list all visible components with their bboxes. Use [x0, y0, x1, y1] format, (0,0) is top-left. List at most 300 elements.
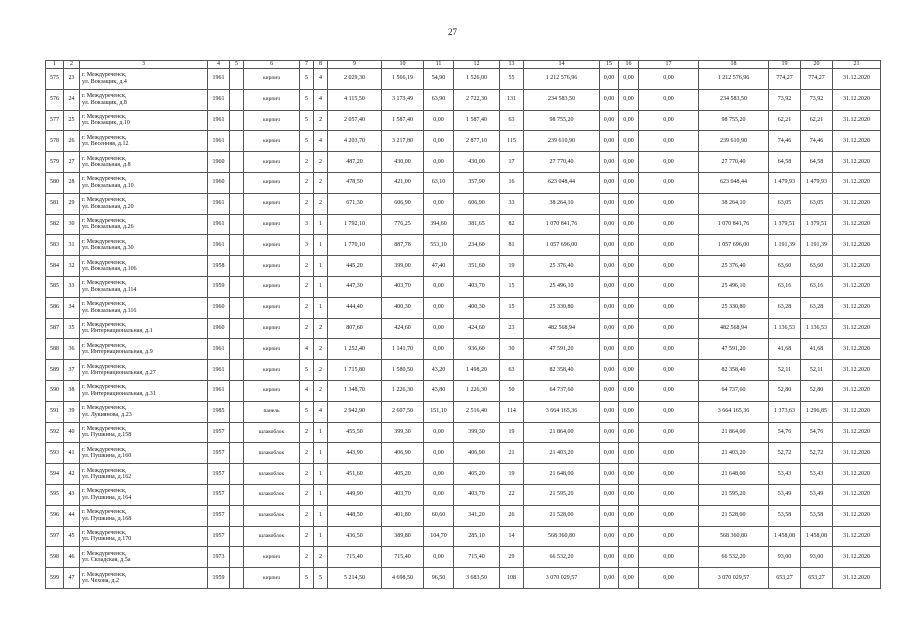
area-nonliving-cell: 394,60: [424, 214, 454, 235]
col-16-cell: 0,00: [619, 526, 639, 547]
area-col-12-cell: 430,00: [454, 152, 500, 173]
col-19-cell: 63,60: [769, 256, 801, 277]
col-5-cell: [230, 297, 244, 318]
address-line-1: г. Междуреченск,: [82, 238, 127, 245]
table-row: [46, 193, 881, 214]
col-19-cell: 41,68: [769, 339, 801, 360]
residents-cell: 17: [500, 152, 524, 173]
col-17-cell: 0,00: [639, 464, 699, 485]
address-line-1: г. Междуреченск,: [82, 155, 127, 162]
deadline-cell: 31.12.2020: [833, 547, 881, 568]
row-number-cell: 592: [46, 422, 64, 443]
col-header: 9: [328, 61, 382, 69]
address-line-1: г. Междуреченск,: [82, 259, 127, 266]
cost-total-cell: 21 648,00: [524, 464, 600, 485]
address-line-1: г. Междуреченск,: [82, 197, 127, 204]
col-17-cell: 0,00: [639, 152, 699, 173]
col-20-cell: 63,05: [801, 193, 833, 214]
cost-total-cell: 623 048,44: [524, 172, 600, 193]
col-15-cell: 0,00: [600, 214, 619, 235]
entrances-cell: 4: [314, 131, 328, 152]
deadline-cell: 31.12.2020: [833, 380, 881, 401]
area-total-cell: 671,30: [328, 193, 382, 214]
residents-cell: 63: [500, 110, 524, 131]
col-16-cell: 0,00: [619, 339, 639, 360]
col-19-cell: 52,11: [769, 360, 801, 381]
area-living-cell: 430,00: [382, 152, 424, 173]
area-total-cell: 1 792,10: [328, 214, 382, 235]
residents-cell: 63: [500, 360, 524, 381]
col-16-cell: 0,00: [619, 318, 639, 339]
floors-cell: 2: [300, 505, 314, 526]
area-living-cell: 399,30: [382, 422, 424, 443]
col-19-cell: 63,16: [769, 276, 801, 297]
cost-total-cell: 1 212 576,96: [524, 69, 600, 90]
col-header: 21: [833, 61, 881, 69]
area-total-cell: 444,40: [328, 297, 382, 318]
col-18-cell: 21 403,20: [699, 443, 769, 464]
wall-material-cell: шлакоблок: [244, 443, 300, 464]
floors-cell: 2: [300, 464, 314, 485]
residents-cell: 14: [500, 526, 524, 547]
area-nonliving-cell: 0,00: [424, 339, 454, 360]
col-18-cell: 66 532,20: [699, 547, 769, 568]
col-16-cell: 0,00: [619, 360, 639, 381]
address-cell: [80, 526, 208, 547]
area-living-cell: 3 217,80: [382, 131, 424, 152]
area-living-cell: 4 698,50: [382, 568, 424, 589]
address-cell: [80, 318, 208, 339]
address-line-2: ул. Вокзальная, д.8: [82, 162, 131, 169]
col-20-cell: 93,00: [801, 547, 833, 568]
entrances-cell: 1: [314, 297, 328, 318]
wall-material-cell: кирпич: [244, 276, 300, 297]
col-16-cell: 0,00: [619, 131, 639, 152]
area-nonliving-cell: 0,00: [424, 484, 454, 505]
deadline-cell: 31.12.2020: [833, 505, 881, 526]
address-cell: [80, 172, 208, 193]
address-line-1: г. Междуреченск,: [82, 529, 127, 536]
area-nonliving-cell: 0,00: [424, 193, 454, 214]
wall-material-cell: кирпич: [244, 380, 300, 401]
cost-total-cell: 1 057 696,00: [524, 235, 600, 256]
deadline-cell: 31.12.2020: [833, 256, 881, 277]
entrances-cell: 4: [314, 401, 328, 422]
col-16-cell: 0,00: [619, 422, 639, 443]
address-line-1: г. Междуреченск,: [82, 321, 127, 328]
wall-material-cell: шлакоблок: [244, 505, 300, 526]
item-number-cell: 32: [64, 256, 80, 277]
deadline-cell: 31.12.2020: [833, 464, 881, 485]
col-19-cell: 74,46: [769, 131, 801, 152]
floors-cell: 2: [300, 526, 314, 547]
col-18-cell: 64 737,60: [699, 380, 769, 401]
deadline-cell: 31.12.2020: [833, 110, 881, 131]
area-total-cell: 487,20: [328, 152, 382, 173]
col-5-cell: [230, 69, 244, 90]
entrances-cell: 2: [314, 110, 328, 131]
area-nonliving-cell: 0,00: [424, 131, 454, 152]
table-row: [46, 422, 881, 443]
address-line-2: ул. Весенняя, д.12: [82, 141, 129, 148]
col-header: 20: [801, 61, 833, 69]
entrances-cell: 2: [314, 193, 328, 214]
col-5-cell: [230, 152, 244, 173]
area-total-cell: 4 203,70: [328, 131, 382, 152]
col-17-cell: 0,00: [639, 256, 699, 277]
col-15-cell: 0,00: [600, 568, 619, 589]
cost-total-cell: 82 358,40: [524, 360, 600, 381]
col-18-cell: 25 330,80: [699, 297, 769, 318]
year-built-cell: 1961: [208, 193, 230, 214]
floors-cell: 2: [300, 318, 314, 339]
entrances-cell: 2: [314, 318, 328, 339]
address-line-2: ул. Интернациональная, д.1: [82, 328, 153, 335]
residents-cell: 15: [500, 297, 524, 318]
year-built-cell: 1957: [208, 484, 230, 505]
cost-total-cell: 568 360,80: [524, 526, 600, 547]
area-col-12-cell: 1 587,40: [454, 110, 500, 131]
area-nonliving-cell: 0,00: [424, 297, 454, 318]
year-built-cell: 1959: [208, 568, 230, 589]
address-line-2: ул. Лукиянова, д.23: [82, 411, 132, 418]
row-number-cell: 590: [46, 380, 64, 401]
cost-total-cell: 66 532,20: [524, 547, 600, 568]
col-18-cell: 1 212 576,96: [699, 69, 769, 90]
col-18-cell: 482 568,94: [699, 318, 769, 339]
floors-cell: 2: [300, 256, 314, 277]
col-20-cell: 1 136,53: [801, 318, 833, 339]
col-17-cell: 0,00: [639, 276, 699, 297]
address-cell: [80, 505, 208, 526]
wall-material-cell: кирпич: [244, 318, 300, 339]
residents-cell: 33: [500, 193, 524, 214]
address-cell: [80, 568, 208, 589]
col-18-cell: 21 648,00: [699, 464, 769, 485]
year-built-cell: 1957: [208, 422, 230, 443]
wall-material-cell: кирпич: [244, 89, 300, 110]
table-row: [46, 152, 881, 173]
col-header: 1: [46, 61, 64, 69]
address-line-1: г. Междуреченск,: [82, 405, 127, 412]
address-line-2: ул. Вокзальная, д.10: [82, 182, 134, 189]
area-total-cell: 807,60: [328, 318, 382, 339]
address-cell: [80, 380, 208, 401]
area-col-12-cell: 606,90: [454, 193, 500, 214]
col-15-cell: 0,00: [600, 401, 619, 422]
col-20-cell: 1 458,08: [801, 526, 833, 547]
deadline-cell: 31.12.2020: [833, 526, 881, 547]
area-living-cell: 2 607,50: [382, 401, 424, 422]
entrances-cell: 2: [314, 339, 328, 360]
col-header: 3: [80, 61, 208, 69]
col-header: 7: [300, 61, 314, 69]
floors-cell: 5: [300, 89, 314, 110]
col-19-cell: 63,05: [769, 193, 801, 214]
address-line-1: г. Междуреченск,: [82, 217, 127, 224]
area-living-cell: 421,00: [382, 172, 424, 193]
col-16-cell: 0,00: [619, 443, 639, 464]
floors-cell: 5: [300, 360, 314, 381]
year-built-cell: 1985: [208, 401, 230, 422]
residents-cell: 114: [500, 401, 524, 422]
deadline-cell: 31.12.2020: [833, 235, 881, 256]
col-20-cell: 1 479,93: [801, 172, 833, 193]
address-cell: [80, 276, 208, 297]
col-5-cell: [230, 547, 244, 568]
address-line-2: ул. Вокзащик, д.10: [82, 120, 130, 127]
area-total-cell: 447,30: [328, 276, 382, 297]
area-col-12-cell: 715,40: [454, 547, 500, 568]
deadline-cell: 31.12.2020: [833, 297, 881, 318]
col-16-cell: 0,00: [619, 547, 639, 568]
table-row: [46, 131, 881, 152]
area-total-cell: 478,50: [328, 172, 382, 193]
area-nonliving-cell: 60,60: [424, 505, 454, 526]
col-17-cell: 0,00: [639, 318, 699, 339]
address-line-1: г. Междуреченск,: [82, 113, 127, 120]
area-nonliving-cell: 0,00: [424, 443, 454, 464]
floors-cell: 2: [300, 547, 314, 568]
floors-cell: 2: [300, 422, 314, 443]
col-17-cell: 0,00: [639, 297, 699, 318]
residents-cell: 30: [500, 339, 524, 360]
col-15-cell: 0,00: [600, 505, 619, 526]
area-living-cell: 3 173,49: [382, 89, 424, 110]
area-nonliving-cell: 0,00: [424, 276, 454, 297]
col-header: 17: [639, 61, 699, 69]
table-row: [46, 484, 881, 505]
year-built-cell: 1961: [208, 89, 230, 110]
col-17-cell: 0,00: [639, 193, 699, 214]
area-total-cell: 451,60: [328, 464, 382, 485]
entrances-cell: 1: [314, 484, 328, 505]
residents-cell: 81: [500, 235, 524, 256]
col-20-cell: 52,72: [801, 443, 833, 464]
area-living-cell: 403,70: [382, 276, 424, 297]
col-5-cell: [230, 256, 244, 277]
col-header: 10: [382, 61, 424, 69]
col-header: 14: [524, 61, 600, 69]
col-15-cell: 0,00: [600, 547, 619, 568]
col-19-cell: 54,76: [769, 422, 801, 443]
year-built-cell: 1957: [208, 526, 230, 547]
deadline-cell: 31.12.2020: [833, 401, 881, 422]
year-built-cell: 1959: [208, 276, 230, 297]
row-number-cell: 583: [46, 235, 64, 256]
row-number-cell: 593: [46, 443, 64, 464]
col-18-cell: 98 755,20: [699, 110, 769, 131]
col-17-cell: 0,00: [639, 214, 699, 235]
address-cell: [80, 256, 208, 277]
table-row: [46, 214, 881, 235]
residents-cell: 19: [500, 464, 524, 485]
address-cell: [80, 339, 208, 360]
col-19-cell: 1 379,51: [769, 214, 801, 235]
col-5-cell: [230, 193, 244, 214]
col-18-cell: 25 496,10: [699, 276, 769, 297]
col-19-cell: 1 373,63: [769, 401, 801, 422]
floors-cell: 2: [300, 276, 314, 297]
col-20-cell: 64,58: [801, 152, 833, 173]
cost-total-cell: 21 403,20: [524, 443, 600, 464]
col-20-cell: 53,49: [801, 484, 833, 505]
area-col-12-cell: 3 683,50: [454, 568, 500, 589]
col-5-cell: [230, 131, 244, 152]
col-15-cell: 0,00: [600, 110, 619, 131]
item-number-cell: 36: [64, 339, 80, 360]
col-5-cell: [230, 505, 244, 526]
table-row: [46, 276, 881, 297]
entrances-cell: 2: [314, 172, 328, 193]
area-living-cell: 389,80: [382, 526, 424, 547]
year-built-cell: 1960: [208, 318, 230, 339]
address-line-1: г. Междуреченск,: [82, 301, 127, 308]
col-17-cell: 0,00: [639, 172, 699, 193]
address-line-2: ул. Пушкина, д.158: [82, 432, 132, 439]
col-16-cell: 0,00: [619, 401, 639, 422]
area-total-cell: 455,50: [328, 422, 382, 443]
address-line-2: ул. Вокзальная, д.106: [82, 266, 137, 273]
cost-total-cell: 25 330,80: [524, 297, 600, 318]
row-number-cell: 587: [46, 318, 64, 339]
area-col-12-cell: 341,20: [454, 505, 500, 526]
col-15-cell: 0,00: [600, 256, 619, 277]
row-number-cell: 584: [46, 256, 64, 277]
deadline-cell: 31.12.2020: [833, 172, 881, 193]
table-row: [46, 505, 881, 526]
address-line-1: г. Междуреченск,: [82, 176, 127, 183]
col-15-cell: 0,00: [600, 380, 619, 401]
table-row: [46, 526, 881, 547]
col-5-cell: [230, 568, 244, 589]
item-number-cell: 45: [64, 526, 80, 547]
col-17-cell: 0,00: [639, 443, 699, 464]
table-row: [46, 568, 881, 589]
row-number-cell: 581: [46, 193, 64, 214]
entrances-cell: 2: [314, 380, 328, 401]
col-17-cell: 0,00: [639, 568, 699, 589]
col-20-cell: 1 379,51: [801, 214, 833, 235]
area-col-12-cell: 285,10: [454, 526, 500, 547]
address-line-1: г. Междуреченск,: [82, 425, 127, 432]
area-col-12-cell: 2 877,10: [454, 131, 500, 152]
col-15-cell: 0,00: [600, 464, 619, 485]
col-19-cell: 1 136,53: [769, 318, 801, 339]
address-line-2: ул. Вокзащик, д.4: [82, 78, 127, 85]
item-number-cell: 47: [64, 568, 80, 589]
residents-cell: 50: [500, 380, 524, 401]
col-5-cell: [230, 318, 244, 339]
residents-cell: 108: [500, 568, 524, 589]
col-17-cell: 0,00: [639, 110, 699, 131]
wall-material-cell: кирпич: [244, 193, 300, 214]
col-5-cell: [230, 422, 244, 443]
col-5-cell: [230, 235, 244, 256]
area-living-cell: 405,20: [382, 464, 424, 485]
col-17-cell: 0,00: [639, 484, 699, 505]
col-header: 12: [454, 61, 500, 69]
entrances-cell: 1: [314, 235, 328, 256]
entrances-cell: 1: [314, 464, 328, 485]
floors-cell: 3: [300, 235, 314, 256]
col-20-cell: 73,92: [801, 89, 833, 110]
col-5-cell: [230, 276, 244, 297]
deadline-cell: 31.12.2020: [833, 193, 881, 214]
area-nonliving-cell: 151,10: [424, 401, 454, 422]
area-living-cell: 715,40: [382, 547, 424, 568]
area-total-cell: 2 057,40: [328, 110, 382, 131]
table-row: [46, 235, 881, 256]
address-line-2: ул. Складская, д.5а: [82, 557, 131, 564]
col-18-cell: 27 770,40: [699, 152, 769, 173]
row-number-cell: 586: [46, 297, 64, 318]
floors-cell: 2: [300, 152, 314, 173]
col-18-cell: 21 595,20: [699, 484, 769, 505]
wall-material-cell: панель: [244, 401, 300, 422]
wall-material-cell: кирпич: [244, 360, 300, 381]
col-19-cell: 63,28: [769, 297, 801, 318]
item-number-cell: 24: [64, 89, 80, 110]
area-living-cell: 776,25: [382, 214, 424, 235]
item-number-cell: 23: [64, 69, 80, 90]
col-16-cell: 0,00: [619, 380, 639, 401]
area-col-12-cell: 2 722,30: [454, 89, 500, 110]
cost-total-cell: 25 376,40: [524, 256, 600, 277]
floors-cell: 5: [300, 131, 314, 152]
area-nonliving-cell: 104,70: [424, 526, 454, 547]
area-col-12-cell: 424,60: [454, 318, 500, 339]
deadline-cell: 31.12.2020: [833, 89, 881, 110]
item-number-cell: 39: [64, 401, 80, 422]
cost-total-cell: 47 591,20: [524, 339, 600, 360]
table-row: [46, 547, 881, 568]
item-number-cell: 46: [64, 547, 80, 568]
row-number-cell: 595: [46, 484, 64, 505]
address-line-1: г. Междуреченск,: [82, 72, 127, 79]
col-19-cell: 73,92: [769, 89, 801, 110]
row-number-cell: 596: [46, 505, 64, 526]
item-number-cell: 40: [64, 422, 80, 443]
col-20-cell: 53,43: [801, 464, 833, 485]
area-col-12-cell: 2 516,40: [454, 401, 500, 422]
address-line-1: г. Междуреченск,: [82, 488, 127, 495]
address-line-1: г. Междуреченск,: [82, 280, 127, 287]
item-number-cell: 33: [64, 276, 80, 297]
row-number-cell: 580: [46, 172, 64, 193]
col-19-cell: 53,49: [769, 484, 801, 505]
area-nonliving-cell: 0,00: [424, 152, 454, 173]
col-18-cell: 38 264,10: [699, 193, 769, 214]
deadline-cell: 31.12.2020: [833, 360, 881, 381]
floors-cell: 5: [300, 568, 314, 589]
col-5-cell: [230, 360, 244, 381]
area-total-cell: 2 029,30: [328, 69, 382, 90]
col-16-cell: 0,00: [619, 214, 639, 235]
col-5-cell: [230, 443, 244, 464]
col-19-cell: 774,27: [769, 69, 801, 90]
col-17-cell: 0,00: [639, 339, 699, 360]
col-15-cell: 0,00: [600, 193, 619, 214]
col-18-cell: 25 376,40: [699, 256, 769, 277]
col-19-cell: 53,58: [769, 505, 801, 526]
wall-material-cell: кирпич: [244, 214, 300, 235]
col-18-cell: 47 591,20: [699, 339, 769, 360]
deadline-cell: 31.12.2020: [833, 214, 881, 235]
wall-material-cell: шлакоблок: [244, 484, 300, 505]
deadline-cell: 31.12.2020: [833, 152, 881, 173]
address-line-2: ул. Вокзальная, д.20: [82, 203, 134, 210]
